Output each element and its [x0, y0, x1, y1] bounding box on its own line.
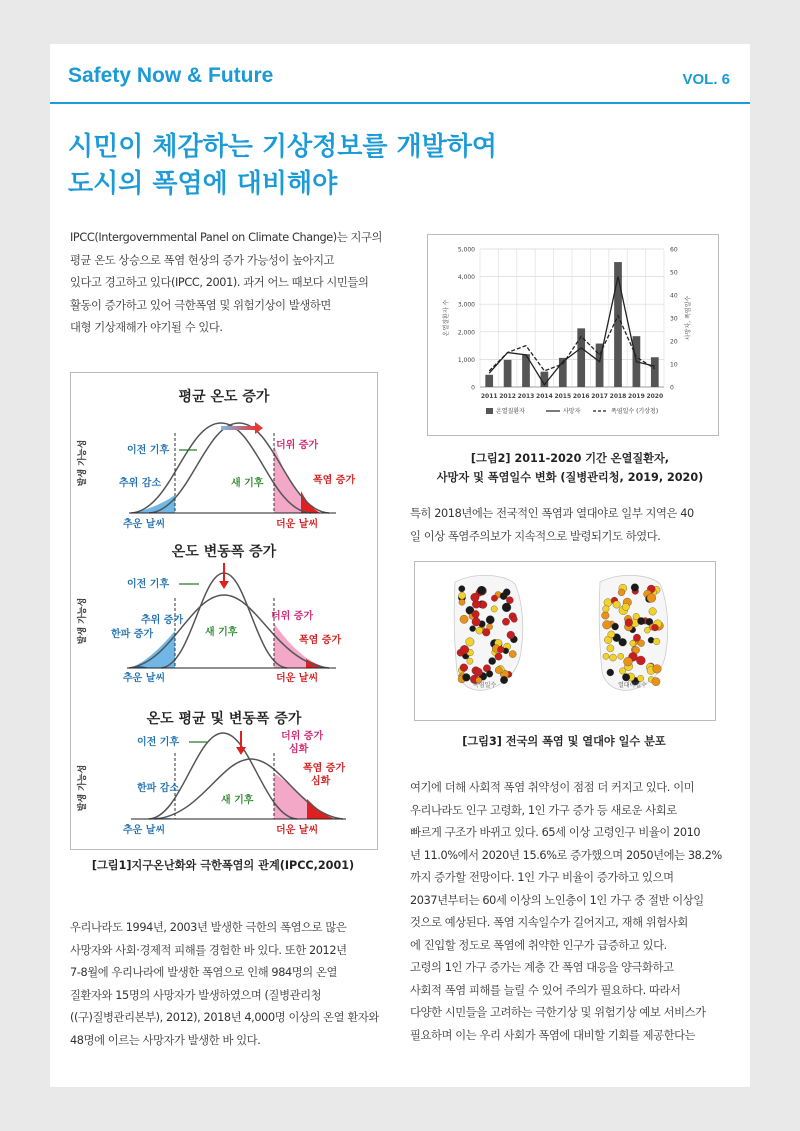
panel3-hot-day: 더운 날씨	[276, 825, 319, 836]
station-dot	[613, 601, 620, 608]
panel1-title: 평균 온도 증가	[178, 389, 270, 405]
y-right-tick: 30	[670, 315, 678, 323]
caption-line-1: [그림2] 2011-2020 기간 온열질환자,	[470, 452, 670, 465]
panel2-heat-inc: 폭염 증가	[299, 635, 342, 646]
station-dot	[603, 620, 612, 629]
station-dot	[636, 656, 645, 665]
map-left	[454, 575, 523, 690]
text-line: 특히 2018년에는 전국적인 폭염과 열대야로 일부 지역은 40	[410, 507, 694, 520]
station-dot	[502, 618, 509, 625]
station-dot	[511, 616, 517, 622]
station-dot	[459, 586, 465, 592]
station-dot	[467, 658, 473, 664]
station-dot	[644, 627, 650, 633]
station-dot	[603, 653, 609, 659]
x-tick: 2014	[536, 393, 553, 400]
intro-paragraph	[70, 227, 385, 340]
panel2-coldwave-inc: 한파 증가	[111, 629, 154, 640]
panel2-cold-day: 추운 날씨	[123, 673, 166, 684]
text-line: IPCC(Intergovernmental Panel on Climate Change)는 지구의	[70, 231, 383, 244]
legend-label: 폭염일수 (기상청)	[611, 408, 659, 415]
panel1-hot-day: 더운 날씨	[276, 519, 319, 530]
station-dot	[460, 664, 468, 672]
station-dot	[612, 623, 619, 630]
y-right-tick: 20	[670, 338, 678, 346]
station-dot	[653, 665, 662, 674]
y-left-tick: 4,000	[457, 274, 475, 282]
text-line: 우리나라도 1994년, 2003년 발생한 극한의 폭염으로 많은	[70, 921, 347, 934]
shift-arrow	[221, 426, 255, 430]
map-left-label: 폭염일수	[473, 682, 497, 689]
y-right-tick: 40	[670, 292, 678, 300]
figure-3-maps	[415, 562, 715, 720]
bar	[485, 375, 493, 387]
text-line: 2037년부터는 60세 이상의 노인층이 1인 가구 중 절반 이상일	[410, 893, 704, 907]
y-left-tick: 0	[471, 384, 475, 392]
station-dot	[652, 677, 660, 685]
x-tick: 2019	[628, 393, 645, 400]
station-dot	[637, 617, 644, 624]
station-dot	[491, 606, 497, 612]
station-dot	[459, 599, 465, 605]
x-tick: 2012	[499, 393, 516, 400]
figure-2	[427, 234, 719, 436]
legend-swatch-bar	[486, 408, 493, 414]
panel3-severe2: 심화	[311, 776, 331, 787]
station-dot	[649, 608, 657, 616]
text-line: 사망자와 사회·경제적 피해를 경험한 바 있다. 또한 2012년	[70, 943, 347, 957]
station-dot	[631, 584, 639, 592]
text-line: 에 진입할 정도로 폭염에 취약한 인구가 급증하고 있다.	[410, 938, 667, 952]
text-line: 활동이 증가하고 있어 극한폭염 및 위험기상이 발생하면	[70, 298, 331, 312]
x-tick: 2015	[554, 393, 572, 400]
text-line: 년 11.0%에서 2020년 15.6%로 증가했으며 2050년에는 38.2%	[410, 848, 722, 862]
figure-2-caption	[400, 449, 740, 487]
station-dot	[647, 594, 656, 603]
station-dot	[637, 675, 643, 681]
panel3-hot-inc: 더위 증가	[281, 731, 324, 742]
x-tick: 2017	[591, 393, 608, 400]
title-line-1: 시민이 체감하는 기상정보를 개발하여	[68, 132, 498, 162]
bar	[614, 262, 622, 387]
panel2-cold-inc: 추위 증가	[141, 615, 184, 626]
panel2-new: 새 기후	[205, 627, 238, 638]
panel3-title: 온도 평균 및 변동폭 증가	[146, 711, 302, 727]
korea-paragraph	[70, 917, 385, 1052]
text-line: 까지 증가할 전망이다. 1인 가구 비율이 증가하고 있으며	[410, 871, 674, 884]
y-left-tick: 3,000	[457, 301, 475, 309]
x-tick: 2016	[572, 393, 590, 400]
text-line: 7-8월에 우리나라에 발생한 폭염으로 인해 984명의 온열	[70, 966, 338, 979]
text-line: 빠르게 구조가 바뀌고 있다. 65세 이상 고령인구 비율이 2010	[410, 826, 701, 839]
map-right	[599, 575, 668, 690]
text-line: 있다고 경고하고 있다(IPCC, 2001). 과거 어느 때보다 시민들의	[70, 276, 369, 289]
y-left-tick: 1,000	[457, 356, 475, 364]
panel1-heat-inc: 폭염 증가	[313, 475, 356, 486]
station-dot	[630, 640, 636, 646]
text-line: 필요하며 이는 우리 사회가 폭염에 대비할 기회를 제공한다는	[410, 1028, 696, 1042]
station-dot	[460, 615, 468, 623]
station-dot	[506, 597, 513, 604]
station-dot	[486, 616, 494, 624]
panel1-cold-dec: 추위 감소	[119, 478, 162, 489]
title-line-2: 도시의 폭염에 대비해야	[68, 169, 338, 199]
panel3-prev: 이전 기후	[137, 737, 180, 748]
text-line: 일 이상 폭염주의보가 지속적으로 발령되기도 하였다.	[410, 529, 661, 543]
panel2-prev: 이전 기후	[127, 579, 170, 590]
station-dot	[625, 619, 633, 627]
station-dot	[472, 618, 481, 627]
figure-3	[414, 561, 716, 721]
panel3-heat-inc: 폭염 증가	[303, 763, 346, 774]
header	[50, 44, 750, 104]
text-line: 우리나라도 인구 고령화, 1인 가구 증가 등 새로운 사회로	[410, 803, 677, 817]
y-right-tick: 60	[670, 246, 678, 254]
station-dot	[503, 589, 510, 596]
station-dot	[477, 586, 486, 595]
station-dot	[500, 676, 507, 683]
panel2-ylabel: 발생 가능성	[78, 597, 88, 645]
panel2-hot-inc: 더위 증가	[271, 611, 314, 622]
text-line: 질환자와 15명의 사망자가 발생하였으며 (질병관리청	[70, 988, 322, 1002]
legend-label: 온열질환자	[496, 408, 525, 415]
y-left-label: 온열질환자 수	[443, 299, 450, 337]
text-line: 48명에 이르는 사망자가 발생한 바 있다.	[70, 1033, 261, 1047]
figure-1-diagram	[71, 373, 377, 849]
station-dot	[607, 645, 614, 652]
y-left-tick: 5,000	[457, 246, 475, 254]
station-dot	[472, 610, 480, 618]
station-dot	[460, 645, 469, 654]
text-line: ((구)질병관리본부), 2012), 2018년 4,000명 이상의 온열 환자와	[70, 1011, 379, 1024]
station-dot	[622, 674, 630, 682]
y-right-tick: 50	[670, 269, 678, 277]
station-dot	[474, 668, 482, 676]
text-line: 다양한 시민들을 고려하는 극한기상 및 위험기상 예보 서비스가	[410, 1006, 706, 1019]
x-tick: 2011	[480, 393, 498, 400]
station-dot	[486, 671, 493, 678]
y-right-label: 사망자, 폭염일수	[685, 295, 692, 341]
station-dot	[509, 650, 516, 657]
station-dot	[507, 631, 515, 639]
x-tick: 2013	[517, 393, 535, 400]
legend-label: 사망자	[563, 408, 581, 415]
panel1-hot-inc: 더위 증가	[276, 440, 319, 451]
bar	[651, 357, 659, 387]
station-dot	[652, 624, 659, 631]
social-paragraph	[410, 777, 730, 1047]
text-line: 평균 온도 상승으로 폭염 현상의 증가 가능성이 높아지고	[70, 253, 335, 267]
map-right-label: 열대야일수	[618, 682, 647, 689]
station-dot	[495, 653, 502, 660]
panel3-coldwave-dec: 한파 감소	[137, 783, 180, 794]
page	[50, 44, 750, 1087]
station-dot	[459, 592, 466, 599]
panel1-ylabel: 발생 가능성	[78, 439, 88, 487]
station-dot	[604, 599, 612, 607]
station-dot	[602, 612, 610, 620]
panel2-hot-day: 더운 날씨	[276, 673, 319, 684]
station-dot	[489, 657, 496, 664]
spread-arrowhead	[219, 581, 229, 589]
text-line: 사회적 폭염 피해를 늘릴 수 있어 주의가 필요하다. 따라서	[410, 983, 681, 997]
text-line: 대형 기상재해가 야기될 수 있다.	[70, 321, 223, 334]
figure-2-chart	[428, 235, 718, 435]
station-dot	[638, 640, 645, 647]
station-dot	[603, 606, 610, 613]
station-dot	[618, 589, 625, 596]
station-dot	[618, 653, 624, 659]
y-left-tick: 2,000	[457, 329, 475, 337]
y-right-tick: 0	[670, 384, 674, 392]
station-dot	[608, 631, 615, 638]
y2018-paragraph	[410, 503, 730, 548]
volume-label: VOL. 6	[682, 71, 730, 88]
text-line: 여기에 더해 사회적 폭염 취약성이 점점 더 커지고 있다. 이미	[410, 781, 695, 794]
x-tick: 2018	[609, 393, 627, 400]
panel3-cold-day: 추운 날씨	[123, 825, 166, 836]
station-dot	[491, 595, 497, 601]
station-dot	[607, 669, 614, 676]
y-right-tick: 10	[670, 361, 678, 369]
station-dot	[624, 657, 633, 666]
station-dot	[462, 673, 470, 681]
brand-title: Safety Now & Future	[68, 64, 274, 87]
station-dot	[476, 627, 483, 634]
station-dot	[495, 666, 502, 673]
station-dot	[497, 646, 504, 653]
figure-3-caption: [그림3] 전국의 폭염 및 열대야 일수 분포	[462, 735, 666, 748]
station-dot	[470, 626, 476, 632]
station-dot	[619, 668, 626, 675]
panel2-title: 온도 변동폭 증가	[171, 544, 277, 560]
station-dot	[466, 638, 475, 647]
text-line: 고령의 1인 가구 증가는 계층 간 폭염 대응을 양극화하고	[410, 961, 674, 974]
panel1-cold-day: 추운 날씨	[123, 519, 166, 530]
bar	[504, 360, 512, 387]
panel1-prev: 이전 기후	[127, 445, 170, 456]
x-tick: 2020	[646, 393, 664, 400]
figure-1	[70, 372, 378, 850]
station-dot	[622, 603, 629, 610]
station-dot	[502, 603, 511, 612]
panel3-ylabel: 발생 가능성	[78, 764, 88, 812]
text-line: 것으로 예상된다. 폭염 지속일수가 길어지고, 재해 위험사회	[410, 916, 688, 929]
article-title	[68, 129, 497, 203]
panel1-new: 새 기후	[231, 478, 264, 489]
panel3-severe1: 심화	[289, 744, 309, 755]
station-dot	[479, 601, 487, 609]
station-dot	[471, 593, 480, 602]
panel3-new: 새 기후	[221, 795, 254, 806]
figure-1-caption: [그림1]지구온난화와 극한폭염의 관계(IPCC,2001)	[91, 859, 355, 872]
caption-line-2: 사망자 및 폭염일수 변화 (질병관리청, 2019, 2020)	[436, 471, 704, 484]
station-dot	[609, 654, 616, 661]
station-dot	[482, 628, 490, 636]
station-dot	[653, 638, 660, 645]
